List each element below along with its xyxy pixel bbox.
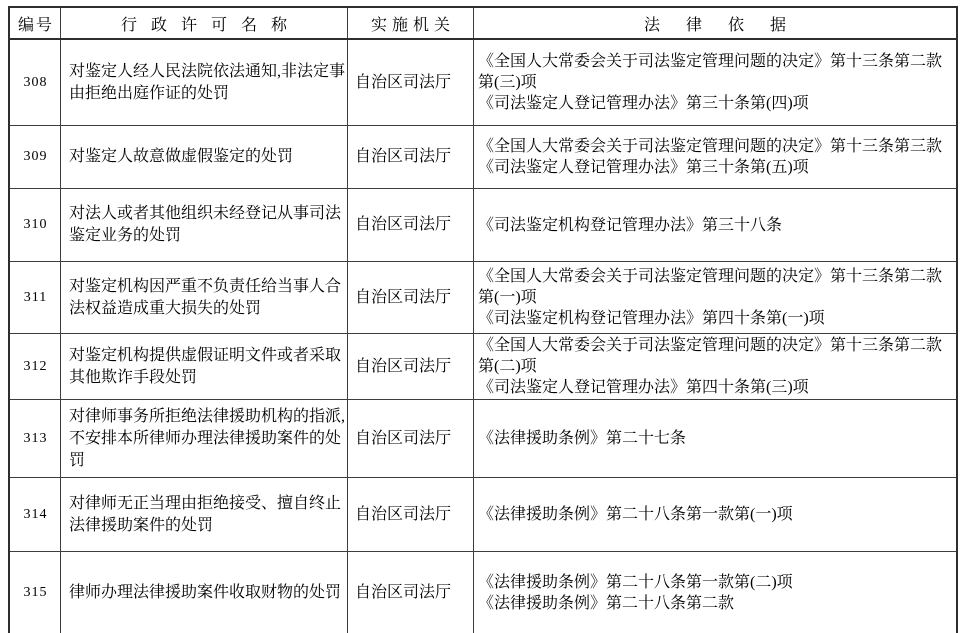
table-row (10, 38, 956, 125)
table-row (10, 125, 956, 188)
header-permit-name: 行政许可名称 (60, 8, 347, 38)
table-row (10, 188, 956, 261)
agency-name: 自治区司法厅 (347, 262, 473, 333)
legal-basis-line: 《司法鉴定人登记管理办法》第三十条第(五)项 (478, 159, 809, 176)
legal-basis-line: 《法律援助条例》第二十八条第一款第(一)项 (478, 506, 793, 523)
table-row (10, 551, 956, 633)
legal-basis-line: 《法律援助条例》第二十七条 (478, 430, 687, 447)
header-id: 编号 (17, 16, 54, 34)
administrative-permits-table (8, 6, 958, 633)
permit-name: 律师办理法律援助案件收取财物的处罚 (60, 552, 347, 633)
table-row (10, 333, 956, 399)
row-id: 309 (23, 149, 48, 164)
legal-basis-cell (473, 126, 956, 188)
agency-name: 自治区司法厅 (347, 478, 473, 551)
legal-basis-line: 《司法鉴定人登记管理办法》第四十条第(三)项 (478, 379, 809, 396)
agency-name: 自治区司法厅 (347, 400, 473, 477)
legal-basis-line: 《全国人大常委会关于司法鉴定管理问题的决定》第十三条第二款第(一)项 (478, 268, 943, 306)
permit-name: 对鉴定人经人民法院依法通知,非法定事由拒绝出庭作证的处罚 (60, 40, 347, 125)
table-row (10, 261, 956, 333)
header-legal-basis: 法律依据 (473, 8, 956, 38)
row-id: 311 (23, 289, 48, 305)
legal-basis-cell (473, 40, 956, 125)
agency-name: 自治区司法厅 (347, 189, 473, 261)
legal-basis-line: 《全国人大常委会关于司法鉴定管理问题的决定》第十三条第二款第(二)项 (478, 337, 943, 375)
header-agency: 实施机关 (347, 8, 473, 38)
legal-basis-line: 《司法鉴定机构登记管理办法》第三十八条 (478, 216, 783, 234)
legal-basis-cell (473, 334, 956, 399)
permit-name: 对律师事务所拒绝法律援助机构的指派,不安排本所律师办理法律援助案件的处罚 (60, 400, 347, 477)
row-id: 312 (23, 358, 48, 374)
legal-basis-cell (473, 400, 956, 477)
legal-basis-line: 《司法鉴定人登记管理办法》第三十条第(四)项 (478, 95, 809, 112)
row-id: 313 (23, 430, 48, 446)
permit-name: 对鉴定机构提供虚假证明文件或者采取其他欺诈手段处罚 (60, 334, 347, 399)
agency-name: 自治区司法厅 (347, 552, 473, 633)
permit-name: 对律师无正当理由拒绝接受、擅自终止法律援助案件的处罚 (60, 478, 347, 551)
legal-basis-line: 《司法鉴定机构登记管理办法》第四十条第(一)项 (478, 310, 825, 327)
permit-name: 对鉴定人故意做虚假鉴定的处罚 (60, 126, 347, 188)
legal-basis-cell (473, 552, 956, 633)
row-id: 315 (23, 585, 48, 600)
legal-basis-line: 《法律援助条例》第二十八条第二款 (478, 595, 735, 612)
permit-name: 对鉴定机构因严重不负责任给当事人合法权益造成重大损失的处罚 (60, 262, 347, 333)
table-row (10, 477, 956, 551)
agency-name: 自治区司法厅 (347, 40, 473, 125)
legal-basis-cell (473, 189, 956, 261)
legal-basis-cell (473, 262, 956, 333)
agency-name: 自治区司法厅 (347, 126, 473, 188)
agency-name: 自治区司法厅 (347, 334, 473, 399)
legal-basis-line: 《全国人大常委会关于司法鉴定管理问题的决定》第十三条第二款第(三)项 (478, 53, 943, 91)
legal-basis-cell (473, 478, 956, 551)
legal-basis-line: 《全国人大常委会关于司法鉴定管理问题的决定》第十三条第三款 (478, 138, 943, 155)
row-id: 314 (23, 506, 48, 522)
table-header-row (10, 8, 956, 38)
legal-basis-line: 《法律援助条例》第二十八条第一款第(二)项 (478, 574, 793, 591)
permit-name: 对法人或者其他组织未经登记从事司法鉴定业务的处罚 (60, 189, 347, 261)
row-id: 310 (23, 217, 48, 232)
table-row (10, 399, 956, 477)
row-id: 308 (23, 74, 48, 90)
